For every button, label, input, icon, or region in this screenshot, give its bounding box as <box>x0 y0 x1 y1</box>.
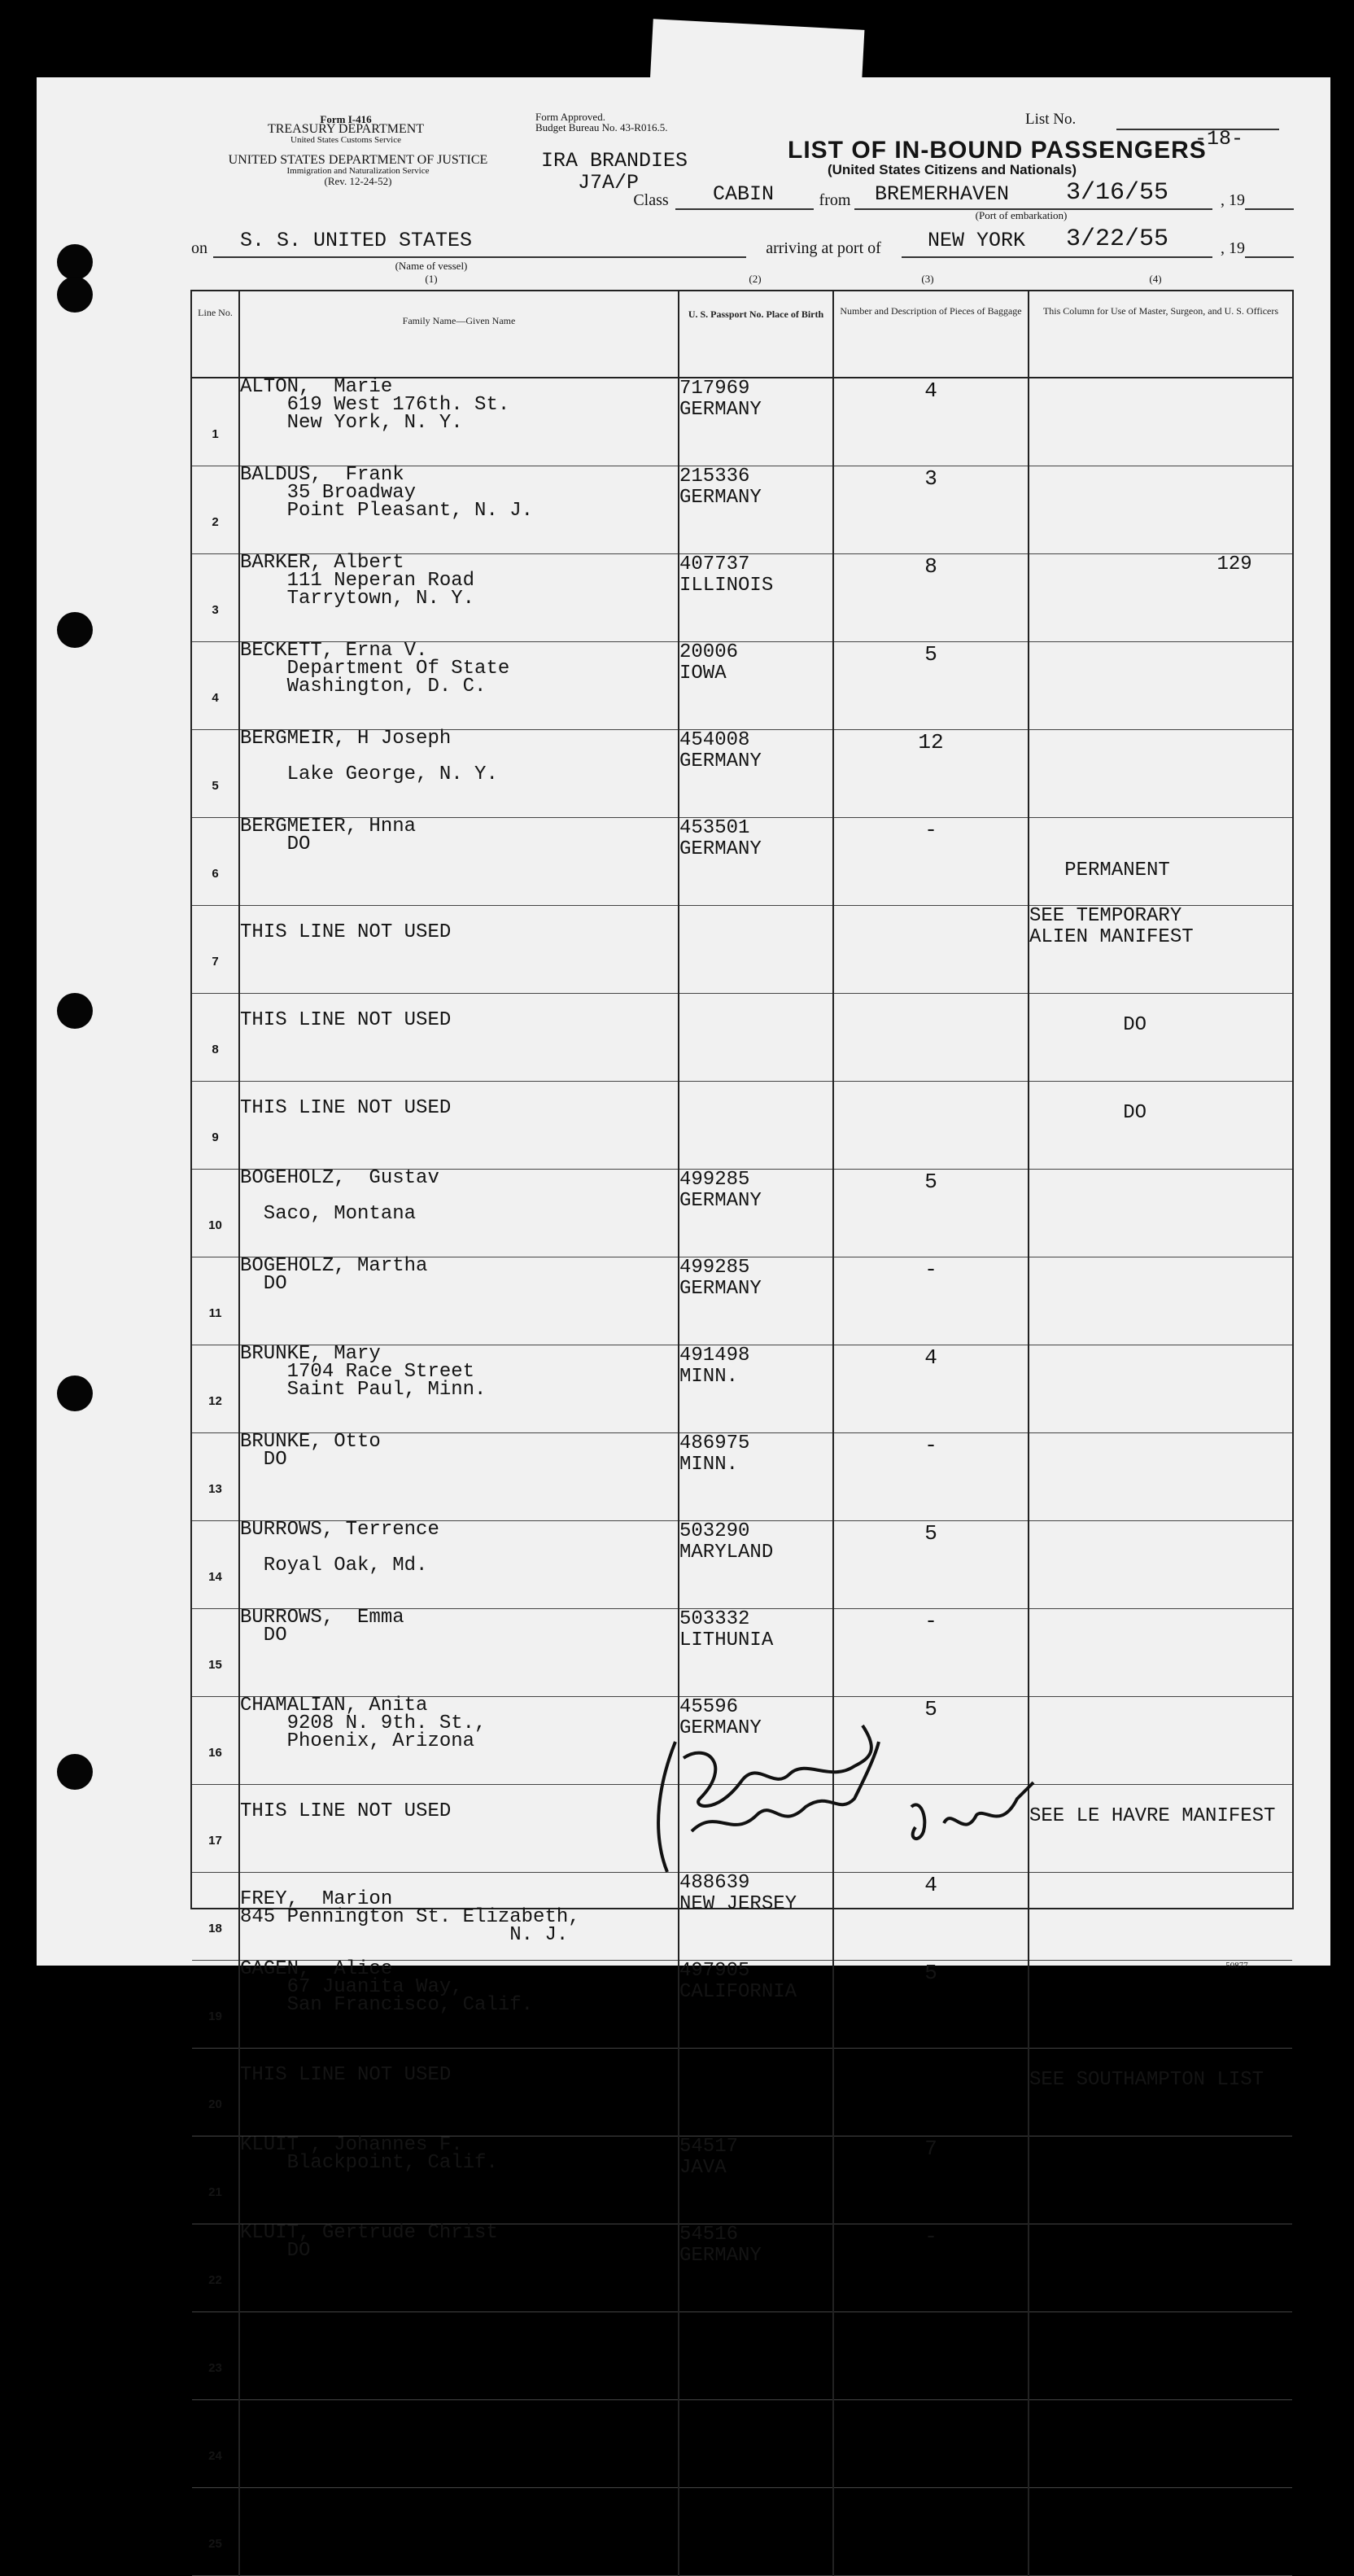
col-header-line: Line No. <box>192 291 239 378</box>
passport-birthplace: 488639 NEW JERSEY <box>679 1873 833 1961</box>
passport-birthplace <box>679 2400 833 2488</box>
passport-birthplace: 503290 MARYLAND <box>679 1521 833 1609</box>
arrival-line <box>902 256 1212 258</box>
table-row <box>192 2049 1292 2136</box>
official-remark: SEE TEMPORARY ALIEN MANIFEST <box>1029 906 1292 994</box>
passport-birthplace <box>679 2488 833 2576</box>
passport-birthplace: 717969 GERMANY <box>679 378 833 466</box>
official-remark <box>1029 1170 1292 1257</box>
line-number: 8 <box>192 994 239 1082</box>
baggage-count <box>833 994 1029 1082</box>
line-number: 23 <box>192 2312 239 2400</box>
official-remark <box>1029 1433 1292 1521</box>
passenger-name: BALDUS, Frank 35 Broadway Point Pleasant, N. J. <box>239 466 679 554</box>
table-row <box>192 1345 1292 1433</box>
official-remark <box>1029 642 1292 730</box>
passport-birthplace: 407737 ILLINOIS <box>679 554 833 642</box>
table-row <box>192 2312 1292 2400</box>
passenger-name: BOGEHOLZ, Gustav Saco, Montana <box>239 1170 679 1257</box>
passport-birthplace: 486975 MINN. <box>679 1433 833 1521</box>
passenger-name: BERGMEIER, Hnna DO <box>239 818 679 906</box>
official-remark <box>1029 1961 1292 2049</box>
official-remark <box>1029 2224 1292 2312</box>
official-remark <box>1029 1697 1292 1785</box>
official-remark: DO <box>1029 994 1292 1082</box>
official-remark <box>1029 2488 1292 2576</box>
line-number: 18 <box>192 1873 239 1961</box>
table-row <box>192 994 1292 1082</box>
official-remark <box>1029 1609 1292 1697</box>
official-remark <box>1029 1873 1292 1961</box>
baggage-count <box>833 2049 1029 2136</box>
baggage-count: 4 <box>833 1873 1029 1961</box>
official-remark <box>1029 378 1292 466</box>
passenger-manifest-table <box>192 291 1292 2576</box>
table-row <box>192 1609 1292 1697</box>
class-line <box>675 208 814 210</box>
vessel-name: S. S. UNITED STATES <box>240 229 473 252</box>
line-number: 14 <box>192 1521 239 1609</box>
baggage-count: 5 <box>833 1697 1029 1785</box>
line-number: 5 <box>192 730 239 818</box>
official-remark: SEE SOUTHAMPTON LIST <box>1029 2049 1292 2136</box>
table-row <box>192 642 1292 730</box>
baggage-count: - <box>833 1609 1029 1697</box>
passenger-name: GAGEN, Alice 67 Juanita Way, San Francisco, Calif. <box>239 1961 679 2049</box>
from-year-label: , 19 <box>1221 191 1245 209</box>
line-number: 9 <box>192 1082 239 1170</box>
arrival-port: NEW YORK <box>928 229 1026 252</box>
line-number: 7 <box>192 906 239 994</box>
official-remark: DO <box>1029 1082 1292 1170</box>
treasury-dept: TREASURY DEPARTMENT <box>267 122 425 136</box>
baggage-count: 8 <box>833 554 1029 642</box>
passport-birthplace: 497905 CALIFORNIA <box>679 1961 833 2049</box>
passport-birthplace: 503332 LITHUNIA <box>679 1609 833 1697</box>
official-remark <box>1029 466 1292 554</box>
passenger-name: FREY, Marion 845 Pennington St. Elizabeth, N. J. <box>239 1873 679 1961</box>
line-number: 4 <box>192 642 239 730</box>
baggage-count: 3 <box>833 466 1029 554</box>
inspector-signature <box>643 1709 1050 1896</box>
punch-hole <box>57 612 93 648</box>
on-label: on <box>191 239 207 257</box>
passport-birthplace <box>679 2049 833 2136</box>
official-remark: PERMANENT <box>1029 818 1292 906</box>
baggage-count <box>833 2488 1029 2576</box>
passport-birthplace: 491498 MINN. <box>679 1345 833 1433</box>
baggage-count: - <box>833 818 1029 906</box>
from-date: 3/16/55 <box>1066 179 1169 207</box>
passenger-name: THIS LINE NOT USED <box>239 1082 679 1170</box>
passenger-name: BARKER, Albert 111 Neperan Road Tarrytown, N. Y. <box>239 554 679 642</box>
table-row <box>192 1082 1292 1170</box>
col-number-4: (4) <box>1149 273 1162 285</box>
passport-birthplace <box>679 906 833 994</box>
from-year-line <box>1245 208 1294 210</box>
passenger-name: ALTON, Marie 619 West 176th. St. New York, N. Y. <box>239 378 679 466</box>
justice-dept: UNITED STATES DEPARTMENT OF JUSTICE <box>228 153 488 167</box>
form-approved: Form Approved. <box>535 111 605 123</box>
baggage-count: - <box>833 2224 1029 2312</box>
official-remark: 129 <box>1029 554 1292 642</box>
ins-service: Immigration and Naturalization Service <box>286 166 430 176</box>
table-row <box>192 1521 1292 1609</box>
col-number-3: (3) <box>921 273 934 285</box>
official-remark <box>1029 1257 1292 1345</box>
table-row <box>192 1961 1292 2049</box>
line-number: 24 <box>192 2400 239 2488</box>
table-row <box>192 2400 1292 2488</box>
table-row <box>192 1170 1292 1257</box>
official-remark <box>1029 1345 1292 1433</box>
table-row <box>192 378 1292 466</box>
customs-service: United States Customs Service <box>290 135 401 145</box>
punch-hole <box>57 277 93 313</box>
arriving-label: arriving at port of <box>766 239 881 257</box>
col-number-2: (2) <box>749 273 762 285</box>
passport-birthplace: 54516 GERMANY <box>679 2224 833 2312</box>
arrival-year-label: , 19 <box>1221 239 1245 257</box>
vessel-caption: (Name of vessel) <box>395 260 468 272</box>
baggage-count <box>833 2312 1029 2400</box>
baggage-count: - <box>833 1433 1029 1521</box>
passenger-name: THIS LINE NOT USED <box>239 994 679 1082</box>
table-row <box>192 1433 1292 1521</box>
arrival-year-line <box>1245 256 1294 258</box>
baggage-count: 12 <box>833 730 1029 818</box>
budget-bureau: Budget Bureau No. 43-R016.5. <box>535 121 668 133</box>
line-number: 20 <box>192 2049 239 2136</box>
line-number: 12 <box>192 1345 239 1433</box>
agent-name: IRA BRANDIES <box>541 149 688 173</box>
passenger-name: BRUNKE, Mary 1704 Race Street Saint Paul, Minn. <box>239 1345 679 1433</box>
table-row <box>192 2488 1292 2576</box>
passenger-name: BURROWS, Emma DO <box>239 1609 679 1697</box>
official-remark <box>1029 2136 1292 2224</box>
passport-birthplace: 499285 GERMANY <box>679 1170 833 1257</box>
form-number: Form I-416 <box>320 113 372 125</box>
passport-birthplace <box>679 1082 833 1170</box>
from-label: from <box>819 191 851 209</box>
baggage-count: 7 <box>833 2136 1029 2224</box>
line-number: 13 <box>192 1433 239 1521</box>
passenger-name: THIS LINE NOT USED <box>239 906 679 994</box>
col-header-baggage: Number and Description of Pieces of Baggage <box>833 291 1029 378</box>
passport-birthplace: 499285 GERMANY <box>679 1257 833 1345</box>
line-number: 3 <box>192 554 239 642</box>
line-number: 10 <box>192 1170 239 1257</box>
line-number: 25 <box>192 2488 239 2576</box>
passenger-name: BURROWS, Terrence Royal Oak, Md. <box>239 1521 679 1609</box>
line-number: 17 <box>192 1785 239 1873</box>
passport-birthplace: 54517 JAVA <box>679 2136 833 2224</box>
table-row <box>192 818 1292 906</box>
official-remark <box>1029 2312 1292 2400</box>
from-port: BREMERHAVEN <box>875 182 1010 206</box>
official-remark <box>1029 1521 1292 1609</box>
list-no-value: -18- <box>1195 127 1244 151</box>
list-no-label: List No. <box>1025 111 1077 128</box>
passenger-name: BECKETT, Erna V. Department Of State Washington, D. C. <box>239 642 679 730</box>
class-label: Class <box>633 191 669 209</box>
passenger-name: KLUIT, Gertrude Christ DO <box>239 2224 679 2312</box>
passport-birthplace: 454008 GERMANY <box>679 730 833 818</box>
baggage-count: 5 <box>833 642 1029 730</box>
baggage-count <box>833 906 1029 994</box>
col-header-passport: U. S. Passport No. Place of Birth <box>679 291 833 378</box>
line-number: 2 <box>192 466 239 554</box>
table-row <box>192 730 1292 818</box>
arrival-date: 3/22/55 <box>1066 225 1169 253</box>
passport-birthplace: 45596 GERMANY <box>679 1697 833 1785</box>
footer-code: 50877 <box>1225 1961 1248 1970</box>
baggage-count: 5 <box>833 1521 1029 1609</box>
vessel-line <box>213 256 746 258</box>
passport-birthplace: 20006 IOWA <box>679 642 833 730</box>
passenger-name <box>239 2400 679 2488</box>
table-row <box>192 466 1292 554</box>
line-number: 16 <box>192 1697 239 1785</box>
passport-birthplace <box>679 994 833 1082</box>
punch-hole <box>57 244 93 280</box>
passport-birthplace: 453501 GERMANY <box>679 818 833 906</box>
punch-hole <box>57 1375 93 1411</box>
passenger-name: THIS LINE NOT USED <box>239 1785 679 1873</box>
line-number: 15 <box>192 1609 239 1697</box>
official-remark <box>1029 2400 1292 2488</box>
col-number-1: (1) <box>425 273 438 285</box>
line-number: 6 <box>192 818 239 906</box>
baggage-count: 5 <box>833 1170 1029 1257</box>
baggage-count <box>833 1082 1029 1170</box>
passenger-name: BERGMEIR, H Joseph Lake George, N. Y. <box>239 730 679 818</box>
baggage-count: 4 <box>833 378 1029 466</box>
torn-top-edge <box>649 19 865 111</box>
passenger-name: BOGEHOLZ, Martha DO <box>239 1257 679 1345</box>
baggage-count: 5 <box>833 1961 1029 2049</box>
passenger-name: KLUIT , Johannes F. Blackpoint, Calif. <box>239 2136 679 2224</box>
document-title: LIST OF IN-BOUND PASSENGERS <box>788 137 1207 164</box>
passport-birthplace: 215336 GERMANY <box>679 466 833 554</box>
punch-hole <box>57 1754 93 1790</box>
punch-hole <box>57 993 93 1029</box>
table-row <box>192 1257 1292 1345</box>
official-remark: SEE LE HAVRE MANIFEST <box>1029 1785 1292 1873</box>
line-number: 19 <box>192 1961 239 2049</box>
passenger-name: CHAMALIAN, Anita 9208 N. 9th. St., Phoenix, Arizona <box>239 1697 679 1785</box>
table-row <box>192 2136 1292 2224</box>
table-header-row <box>192 291 1292 378</box>
table-row <box>192 554 1292 642</box>
passenger-name: THIS LINE NOT USED <box>239 2049 679 2136</box>
document-subtitle: (United States Citizens and Nationals) <box>827 162 1077 177</box>
agent-code: J7A/P <box>578 171 640 195</box>
table-row <box>192 906 1292 994</box>
col-header-officers: This Column for Use of Master, Surgeon, and U. S. Officers <box>1029 291 1292 378</box>
line-number: 11 <box>192 1257 239 1345</box>
table-row <box>192 2224 1292 2312</box>
passenger-name <box>239 2488 679 2576</box>
baggage-count: 4 <box>833 1345 1029 1433</box>
col-header-name: Family Name—Given Name <box>239 291 679 378</box>
class-value: CABIN <box>713 182 775 206</box>
form-revision: (Rev. 12-24-52) <box>324 175 392 187</box>
baggage-count <box>833 2400 1029 2488</box>
passenger-name: BRUNKE, Otto DO <box>239 1433 679 1521</box>
port-embark-caption: (Port of embarkation) <box>975 209 1068 221</box>
official-remark <box>1029 730 1292 818</box>
line-number: 22 <box>192 2224 239 2312</box>
passport-birthplace <box>679 2312 833 2400</box>
passenger-name <box>239 2312 679 2400</box>
baggage-count: - <box>833 1257 1029 1345</box>
line-number: 21 <box>192 2136 239 2224</box>
line-number: 1 <box>192 378 239 466</box>
